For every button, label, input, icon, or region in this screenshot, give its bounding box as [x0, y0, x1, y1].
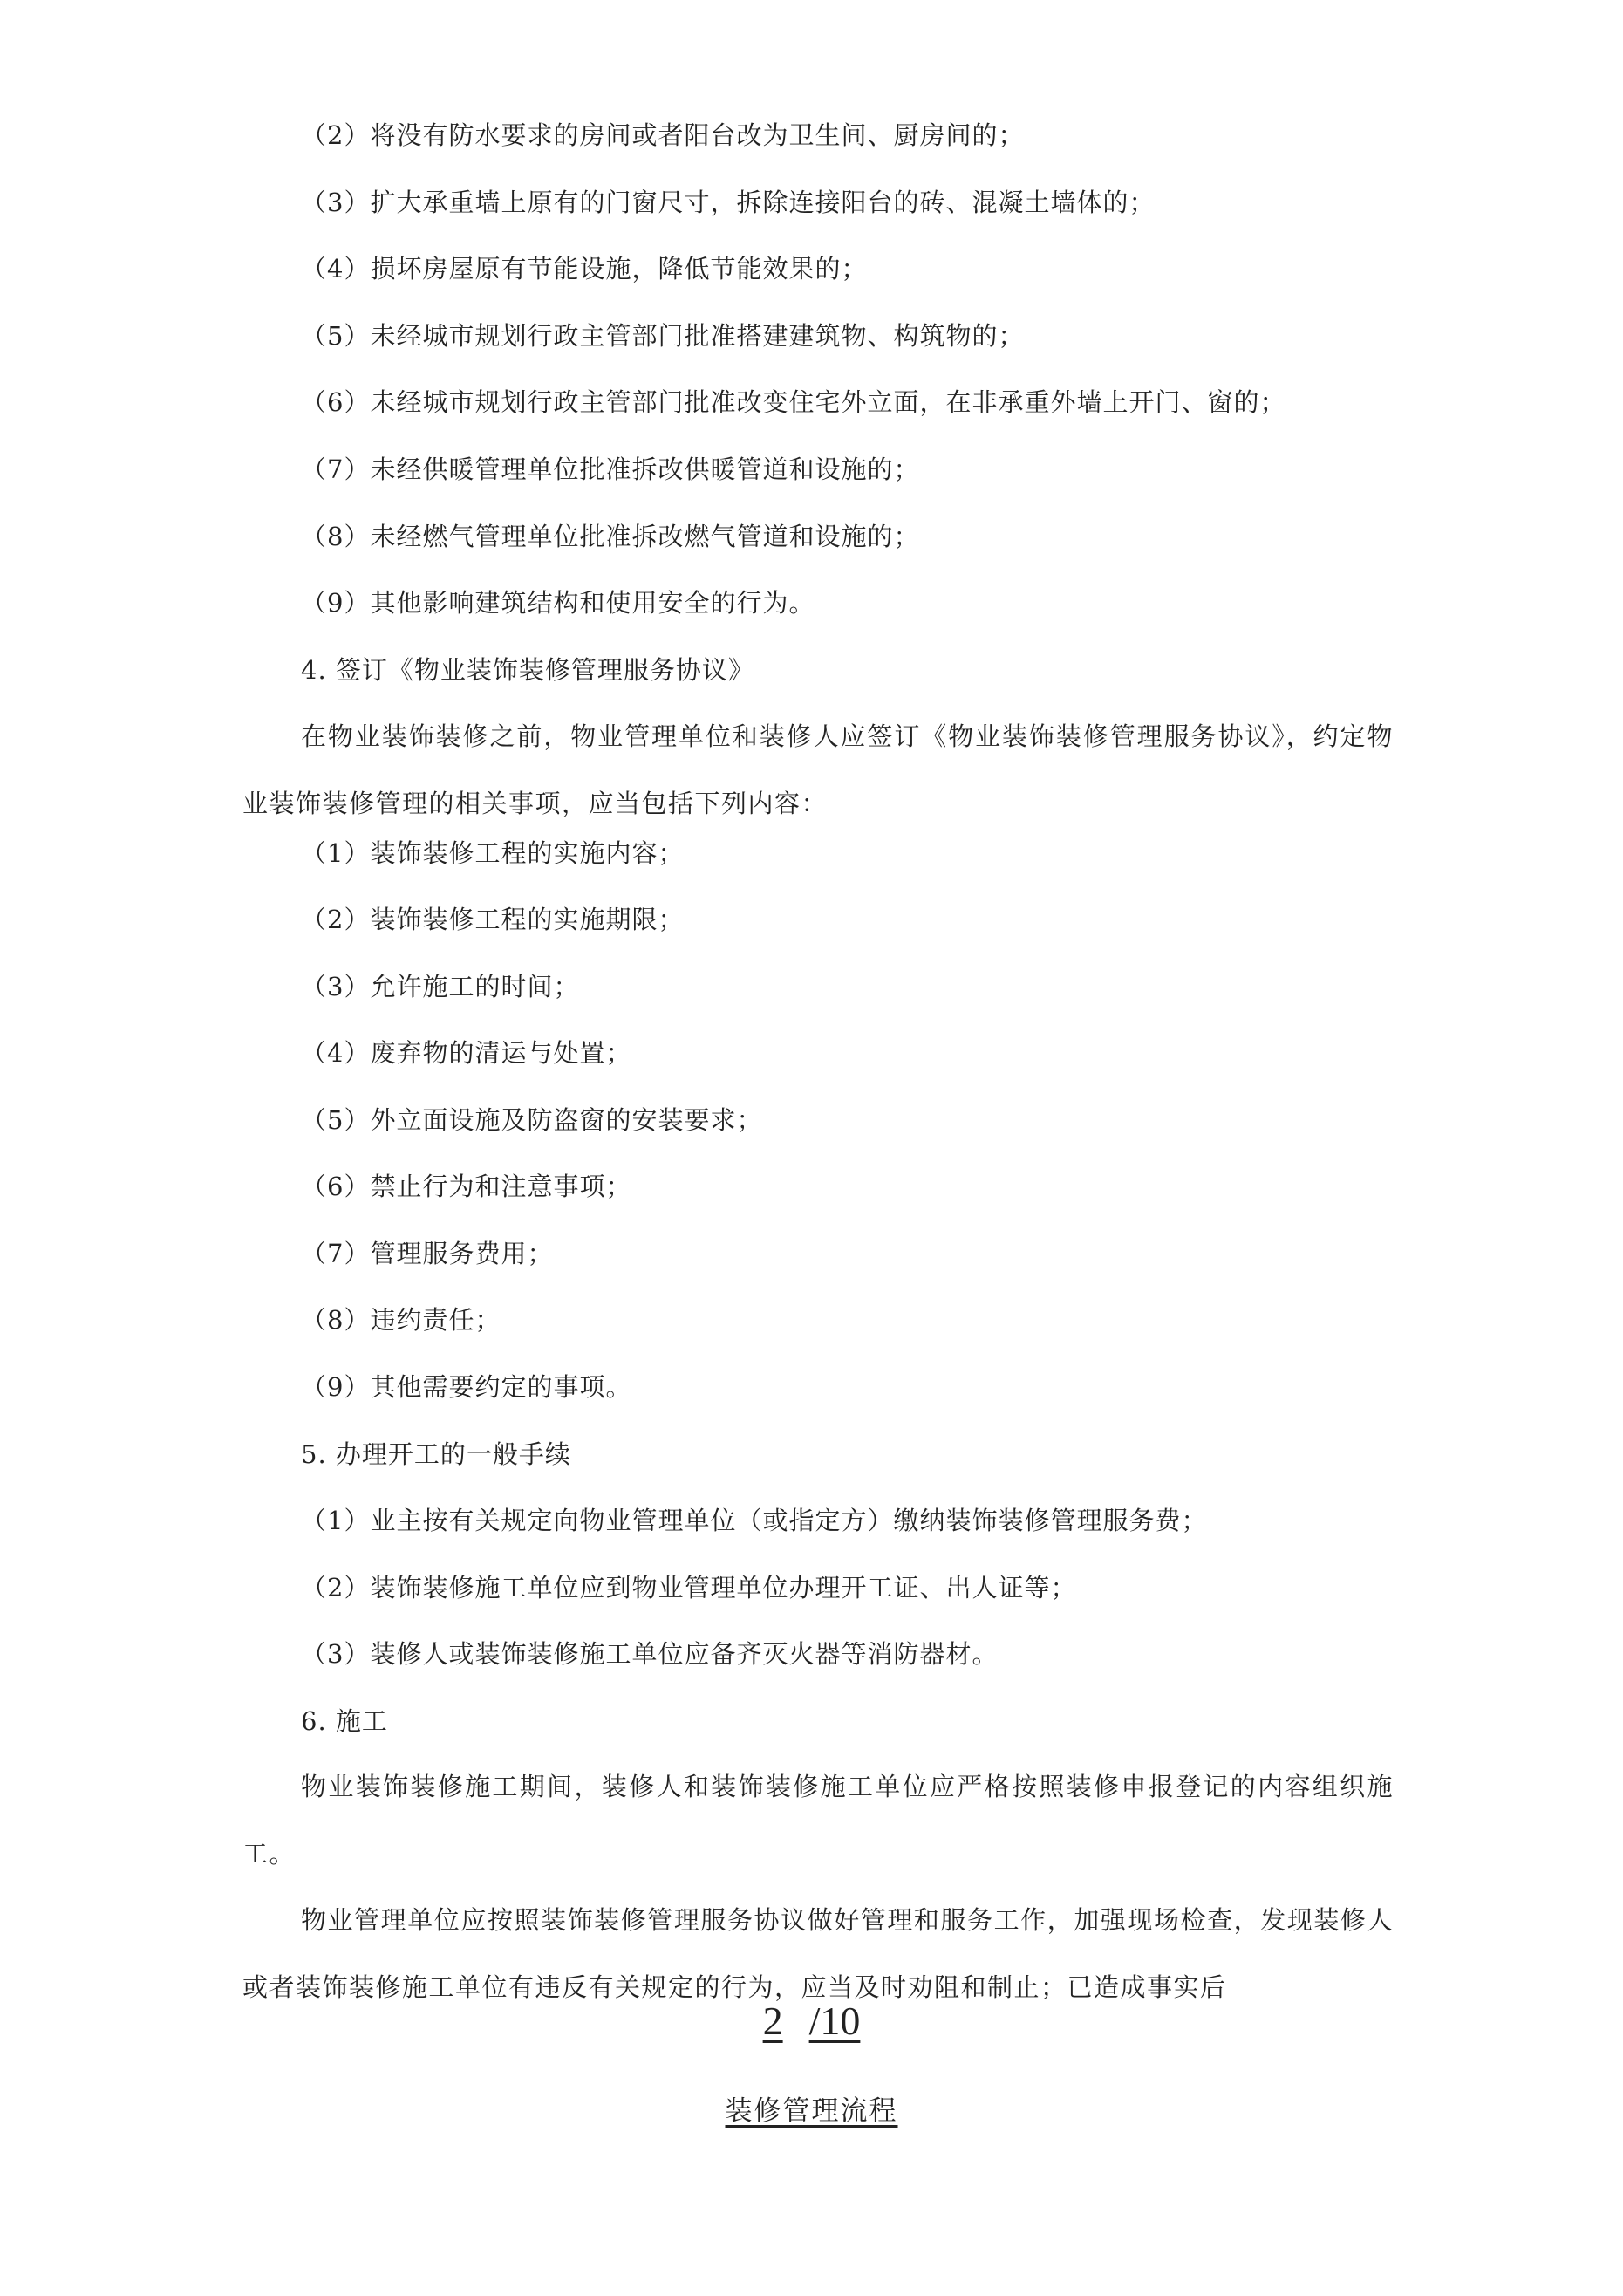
section-heading: 5. 办理开工的一般手续: [301, 1439, 571, 1469]
list-item: （9）其他影响建筑结构和使用安全的行为。: [301, 588, 815, 618]
list-item: （5）未经城市规划行政主管部门批准搭建建筑物、构筑物的；: [301, 321, 1025, 351]
section-heading: 4. 签订《物业装饰装修管理服务协议》: [301, 655, 754, 685]
page-current: 2: [762, 1999, 783, 2043]
list-item: （8）违约责任；: [301, 1305, 501, 1335]
section-heading: 6. 施工: [301, 1706, 388, 1736]
list-item: （2）将没有防水要求的房间或者阳台改为卫生间、厨房间的；: [301, 120, 1025, 150]
list-item: （4）损坏房屋原有节能设施，降低节能效果的；: [301, 254, 868, 284]
section-paragraph: 在物业装饰装修之前，物业管理单位和装修人应签订《物业装饰装修管理服务协议》，约定物业装饰装修管理的相关事项，应当包括下列内容：: [242, 721, 1394, 818]
section-paragraph: 物业装饰装修施工期间，装修人和装饰装修施工单位应严格按照装修申报登记的内容组织施工。: [242, 1772, 1394, 1869]
list-item: （7）未经供暖管理单位批准拆改供暖管道和设施的；: [301, 454, 920, 484]
page-total: /10: [808, 1999, 861, 2043]
list-item: （3）装修人或装饰装修施工单位应备齐灭火器等消防器材。: [301, 1639, 999, 1669]
list-item: （2）装饰装修工程的实施期限；: [301, 905, 685, 934]
list-item: （3）允许施工的时间；: [301, 972, 580, 1001]
page-number: [0, 1998, 1623, 2045]
list-item: （9）其他需要约定的事项。: [301, 1372, 632, 1402]
list-item: （6）禁止行为和注意事项；: [301, 1172, 632, 1201]
list-item: （7）管理服务费用；: [301, 1239, 554, 1268]
list-item: （2）装饰装修施工单位应到物业管理单位办理开工证、出人证等；: [301, 1573, 1077, 1602]
list-item: （1）业主按有关规定向物业管理单位（或指定方）缴纳装饰装修管理服务费；: [301, 1506, 1208, 1535]
list-item: （8）未经燃气管理单位批准拆改燃气管道和设施的；: [301, 522, 920, 551]
section-paragraph: 物业管理单位应按照装饰装修管理服务协议做好管理和服务工作，加强现场检查，发现装修人或者装饰装修施工单位有违反有关规定的行为，应当及时劝阻和制止；已造成事实后: [242, 1905, 1394, 2002]
list-item: （1）装饰装修工程的实施内容；: [301, 838, 685, 868]
list-item: （5）外立面设施及防盗窗的安装要求；: [301, 1105, 763, 1135]
doc-title: 装修管理流程: [725, 2095, 898, 2127]
list-item: （4）废弃物的清运与处置；: [301, 1038, 632, 1068]
document-footer-title: [0, 2094, 1623, 2129]
list-item: （6）未经城市规划行政主管部门批准改变住宅外立面，在非承重外墙上开门、窗的；: [301, 387, 1286, 417]
list-item: （3）扩大承重墙上原有的门窗尺寸，拆除连接阳台的砖、混凝土墙体的；: [301, 188, 1156, 217]
